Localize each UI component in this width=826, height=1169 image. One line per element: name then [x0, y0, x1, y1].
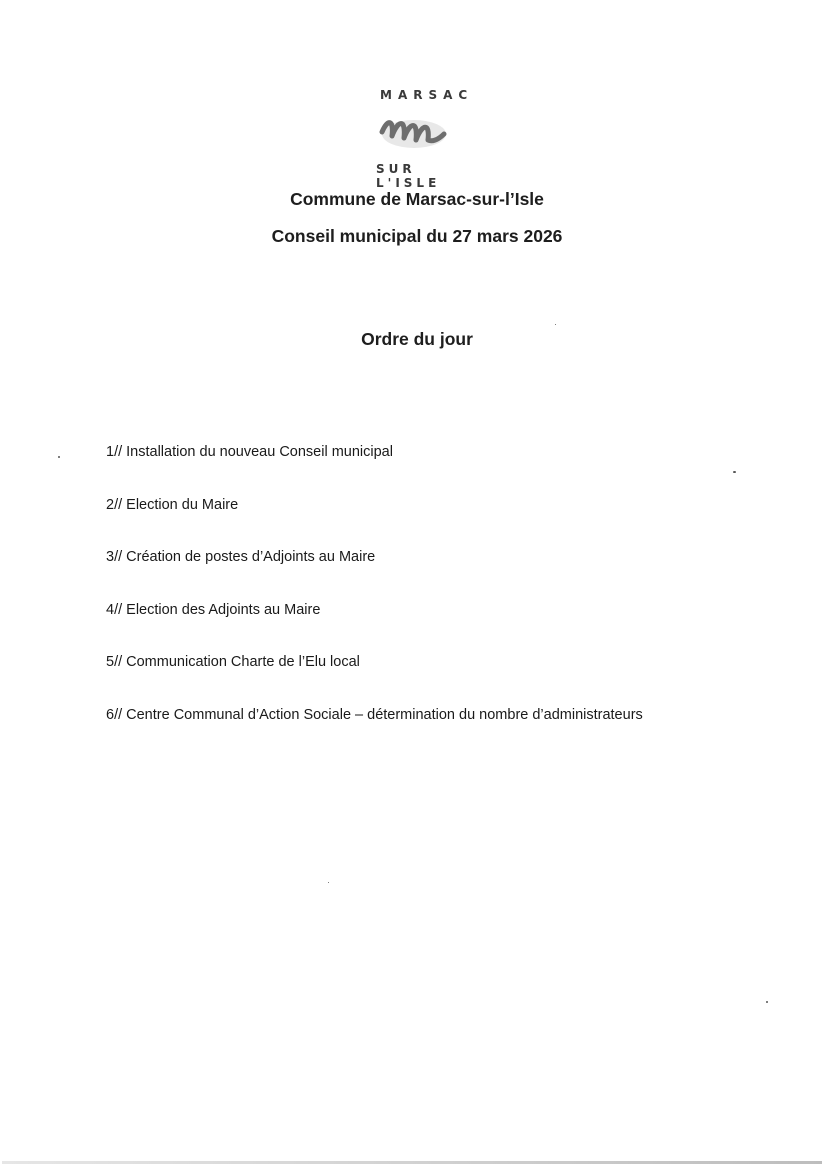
scan-speck [766, 1001, 768, 1003]
agenda-item: 2// Election du Maire [106, 496, 239, 513]
logo-top-text: MARSAC [380, 88, 474, 102]
scan-speck [555, 324, 556, 325]
commune-title: Commune de Marsac-sur-l’Isle [290, 189, 544, 209]
scan-speck [733, 471, 736, 473]
meeting-title: Conseil municipal du 27 mars 2026 [271, 226, 563, 246]
agenda-item: 4// Election des Adjoints au Maire [106, 601, 321, 618]
scan-speck [58, 456, 60, 458]
scan-bottom-edge [2, 1161, 822, 1164]
agenda-item: 6// Centre Communal d’Action Sociale – détermination du nombre d’administrateurs [106, 706, 643, 723]
agenda-title: Ordre du jour [361, 329, 473, 349]
agenda-item: 1// Installation du nouveau Conseil municipal [106, 444, 393, 460]
logo-m-mark-icon [378, 110, 448, 152]
scan-speck [328, 882, 329, 883]
agenda-list [106, 444, 643, 759]
agenda-item: 3// Création de postes d’Adjoints au Maire [106, 549, 376, 565]
agenda-item: 5// Communication Charte de l’Elu local [106, 654, 360, 670]
logo-bottom-text: SUR L'ISLE [376, 162, 441, 190]
